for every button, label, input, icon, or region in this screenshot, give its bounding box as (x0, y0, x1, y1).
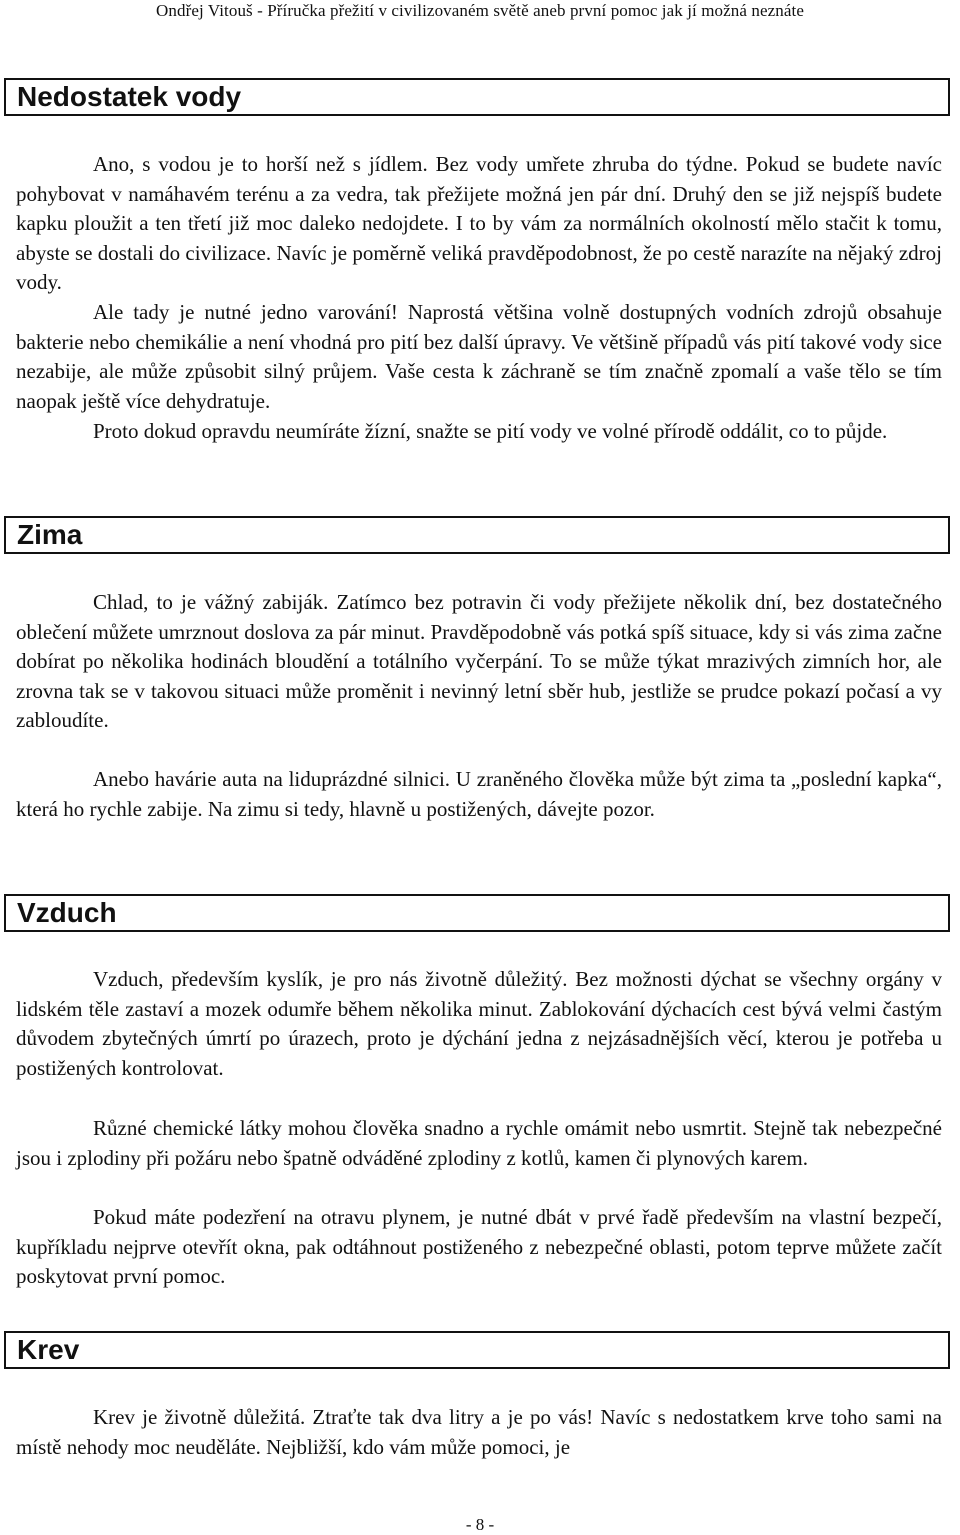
section-title-vzduch: Vzduch (4, 894, 950, 932)
section-title-zima: Zima (4, 516, 950, 554)
paragraph: Ano, s vodou je to horší než s jídlem. Bez vody umřete zhruba do týdne. Pokud se budete navíc pohybovat v namáhavém terénu a za vedra, tak přežijete možná jen pár dní. Druhý den se již nejspíš budete kapku ploužit a ten třetí již moc daleko nedojdete. I to by vám za normálních okolností mělo stačit k tomu, abyste se dostali do civilizace. Navíc je poměrně veliká pravděpodobnost, že po cestě narazíte na nějaký zdroj vody. (16, 152, 942, 295)
section-title-nedostatek-vody: Nedostatek vody (4, 78, 950, 116)
paragraph: Vzduch, především kyslík, je pro nás životně důležitý. Bez možnosti dýchat se všechny orgány v lidském těle zastaví a mozek odumře během několika minut. Zablokování dýchacích cest bývá velmi častým důvodem zbytečných úmrtí po úrazech, proto je dýchání jedna z nejzásadnějších věcí, kterou je potřeba u postižených kontrolovat. (16, 967, 942, 1080)
paragraph: Různé chemické látky mohou člověka snadno a rychle omámit nebo usmrtit. Stejně tak nebezpečné jsou i zplodiny při požáru nebo špatně odváděné zplodiny z kotlů, kamen či plynových karem. (16, 1116, 942, 1170)
paragraph: Ale tady je nutné jedno varování! Naprostá většina volně dostupných vodních zdrojů obsahuje bakterie nebo chemikálie a není vhodná pro pití bez další úpravy. Ve většině případů vás pití takové vody sice nezabije, ale může způsobit silný průjem. Vaše cesta k záchraně se tím značně zpomalí a vaše tělo se tím naopak ještě více dehydratuje. (16, 300, 942, 413)
running-header: Ondřej Vitouš - Příručka přežití v civilizovaném světě aneb první pomoc jak jí možná neznáte (156, 1, 804, 20)
paragraph: Anebo havárie auta na liduprázdné silnici. U zraněného člověka může být zima ta „poslední kapka“, která ho rychle zabije. Na zimu si tedy, hlavně u postižených, dávejte pozor. (16, 767, 942, 821)
paragraph: Chlad, to je vážný zabiják. Zatímco bez potravin či vody přežijete několik dní, bez dostatečného oblečení můžete umrznout doslova za pár minut. Pravděpodobně vás potká spíš situace, kdy si vás zima začne dobírat po několika hodinách bloudění a totálního vyčerpání. To se může týkat mrazivých zimních hor, ale zrovna tak se v takovou situaci může proměnit i nevinný letní sběr hub, jestliže se prudce pokazí počasí a vy zabloudíte. (16, 590, 942, 733)
section-title-krev: Krev (4, 1331, 950, 1369)
paragraph: Pokud máte podezření na otravu plynem, je nutné dbát v prvé řadě především na vlastní bezpečí, kupříkladu nejprve otevřít okna, pak odtáhnout postiženého z nebezpečné oblasti, potom teprve můžete začít poskytovat první pomoc. (16, 1205, 942, 1289)
page-number: - 8 - (465, 1515, 495, 1534)
paragraph: Krev je životně důležitá. Ztraťte tak dva litry a je po vás! Navíc s nedostatkem krve toho sami na místě nehody moc neuděláte. Nejbližší, kdo vám může pomoci, je (16, 1405, 942, 1459)
paragraph: Proto dokud opravdu neumíráte žízní, snažte se pití vody ve volné přírodě oddálit, co to půjde. (93, 419, 888, 443)
